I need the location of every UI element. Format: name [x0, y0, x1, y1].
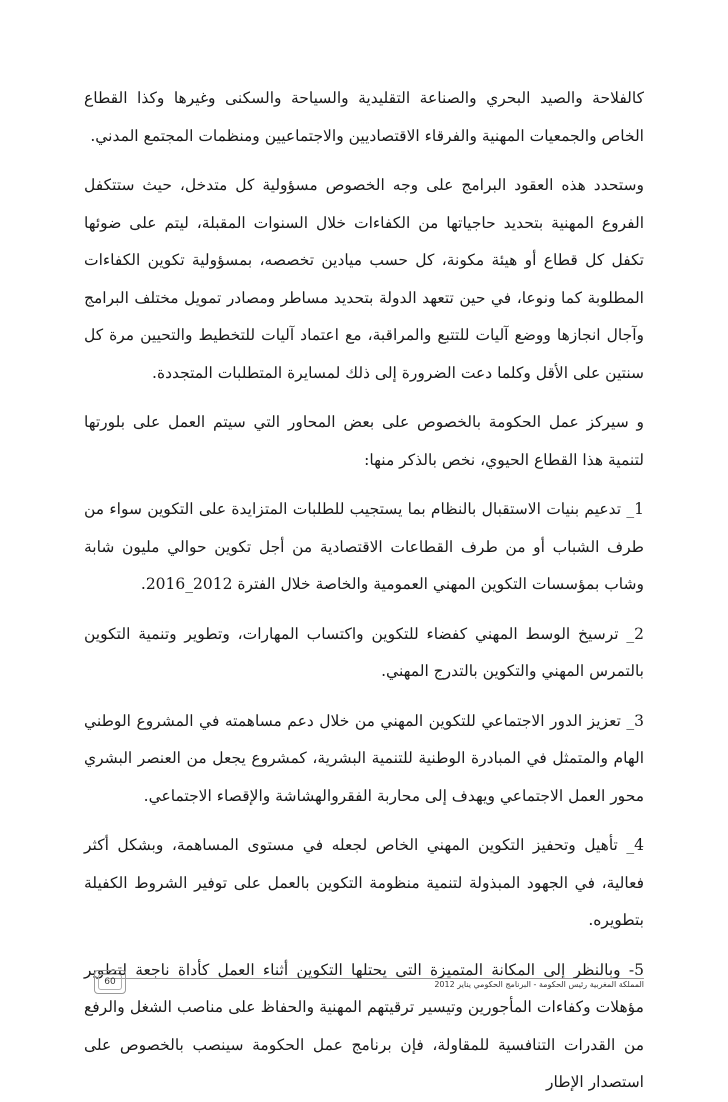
page-number-box	[94, 970, 126, 994]
page-number: 60	[98, 974, 122, 990]
list-item-1: 1_ تدعيم بنيات الاستقبال بالنظام بما يستجيب للطلبات المتزايدة على التكوين سواء من طرف الشباب أو من طرف القطاعات الاقتصادية من أجل تكوين حوالي مليون شابة وشاب بمؤسسات التكوين المهني العمومية والخاصة خلال الفترة 2012_2016.	[84, 500, 644, 593]
list-item-3: 3_ تعزيز الدور الاجتماعي للتكوين المهني من خلال دعم مساهمته في المشروع الوطني الهام والمتمثل في المبادرة الوطنية للتنمية البشرية، كمشروع يجعل من العنصر البشري محور العمل الاجتماعي ويهدف إلى محاربة الفقروالهشاشة والإقصاء الاجتماعي.	[84, 711, 644, 805]
list-item-4: 4_ تأهيل وتحفيز التكوين المهني الخاص لجعله في مستوى المساهمة، وبشكل أكثر فعالية، في الجهود المبذولة لتنمية منظومة التكوين بالعمل على توفير الشروط الكفيلة بتطويره.	[84, 836, 644, 929]
document-body	[84, 80, 644, 1102]
list-item-5: 5- وبالنظر إلى المكانة المتميزة التي يحتلها التكوين أثناء العمل كأداة ناجعة لتطوير مؤهلات وكفاءات المأجورين وتيسير ترقيتهم المهنية والحفاظ على مناصب الشغل والرفع من القدرات التنافسية للمقاولة، فإن برنامج عمل الحكومة سينصب بالخصوص على استصدار الإطار	[84, 960, 644, 1091]
footer-caption: المملكة المغربية رئيس الحكومة - البرنامج الحكومي يناير 2012	[434, 980, 644, 989]
paragraph-government-axes: و سيركز عمل الحكومة بالخصوص على بعض المحاور التي سيتم العمل على بلورتها لتنمية هذا القطاع الحيوي، نخص بالذكر منها:	[84, 413, 644, 469]
page-footer	[84, 968, 644, 1008]
paragraph-contracts: وستحدد هذه العقود البرامج على وجه الخصوص مسؤولية كل متدخل، حيث ستتكفل الفروع المهنية بتحديد حاجياتها من الكفاءات خلال السنوات المقبلة، ليتم على ضوئها تكفل كل قطاع أو هيئة مكونة، كل حسب ميادين تخصصه، بمسؤولية تكوين الكفاءات المطلوبة كما ونوعا، في حين تتعهد الدولة بتحديد مساطر ومصادر تمويل مختلف البرامج وآجال انجازها ووضع آليات للتتبع والمراقبة، مع اعتماد آليات للتخطيط والتحيين مرة كل سنتين على الأقل وكلما دعت الضرورة إلى ذلك لمسايرة المتطلبات المتجددة.	[84, 176, 644, 382]
list-item-2: 2_ ترسيخ الوسط المهني كفضاء للتكوين واكتساب المهارات، وتطوير وتنمية التكوين بالتمرس المهني والتكوين بالتدرج المهني.	[84, 624, 644, 680]
footer-divider	[108, 978, 644, 979]
paragraph-sectors: كالفلاحة والصيد البحري والصناعة التقليدية والسياحة والسكنى وغيرها وكذا القطاع الخاص والجمعيات المهنية والفرقاء الاقتصاديين والاجتماعيين ومنظمات المجتمع المدني.	[84, 89, 644, 145]
